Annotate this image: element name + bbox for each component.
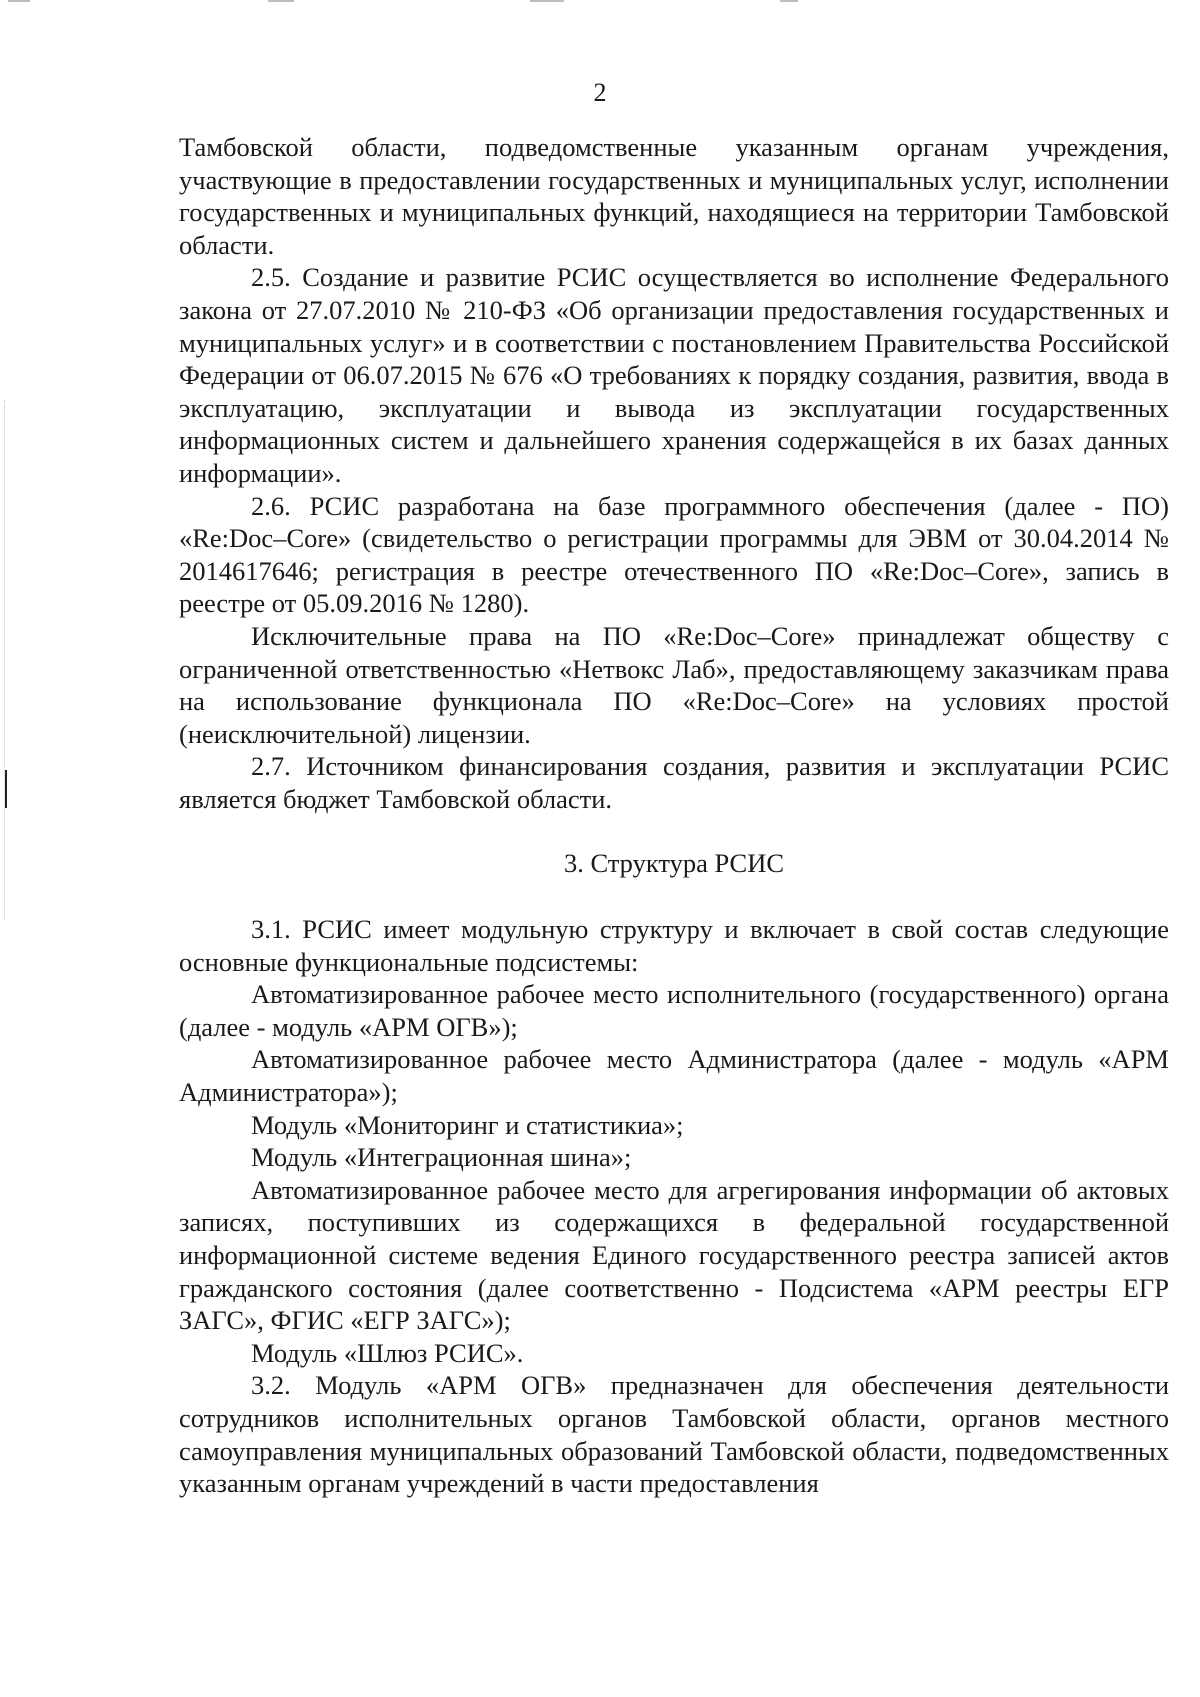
list-item-integration-bus: Модуль «Интеграционная шина»; [251, 1142, 632, 1173]
paragraph-3-2: 3.2. Модуль «АРМ ОГВ» предназначен для обеспечения деятельности сотрудников исполнительных органов Тамбовской области, органов местного самоуправления муниципальных образований Тамбовской области, подведомственных указанным органам учреждений в части предоставления [179, 1370, 1169, 1499]
page-number: 2 [593, 78, 607, 107]
paragraph-2-6: 2.6. РСИС разработана на базе программного обеспечения (далее - ПО) «Re:Doc–Core» (свидетельство о регистрации программы для ЭВМ от 30.04.2014 № 2014617646; регистрация в реестре отечественного ПО «Re:Doc–Core», запись в реестре от 05.09.2016 № 1280). [179, 490, 1169, 619]
list-item-monitoring: Модуль «Мониторинг и статистикиа»; [251, 1109, 684, 1140]
document-body [179, 131, 1169, 1500]
binding-edge [4, 400, 6, 920]
paragraph-2-7: 2.7. Источником финансирования создания, развития и эксплуатации РСИС является бюджет Тамбовской области. [179, 751, 1169, 814]
list-item-gateway: Модуль «Шлюз РСИС». [251, 1337, 524, 1368]
scan-artifacts [0, 0, 1200, 4]
list-item-arm-ogv: Автоматизированное рабочее место исполнительного (государственного) органа (далее - модуль «АРМ ОГВ»); [179, 979, 1169, 1042]
margin-mark [5, 770, 7, 808]
paragraph-2-5: 2.5. Создание и развитие РСИС осуществляется во исполнение Федерального закона от 27.07.2010 № 210-ФЗ «Об организации предоставления государственных и муниципальных услуг» и в соответствии с постановлением Правительства Российской Федерации от 06.07.2015 № 676 «О требованиях к порядку создания, развития, ввода в эксплуатацию, эксплуатации и вывода из эксплуатации государственных информационных систем и дальнейшего хранения содержащейся в их базах данных информации». [179, 262, 1169, 488]
list-item-arm-admin: Автоматизированное рабочее место Администратора (далее - модуль «АРМ Администратора»); [179, 1044, 1169, 1108]
section-heading: 3. Структура РСИС [563, 848, 785, 879]
paragraph-3-1: 3.1. РСИС имеет модульную структуру и включает в свой состав следующие основные функциональные подсистемы: [179, 914, 1169, 977]
paragraph-continuation: Тамбовской области, подведомственные указанным органам учреждения, участвующие в предоставлении государственных и муниципальных услуг, исполнении государственных и муниципальных функций, находящиеся на территории Тамбовской области. [179, 132, 1169, 260]
paragraph-exclusive-rights: Исключительные права на ПО «Re:Doc–Core» принадлежат обществу с ограниченной ответственностью «Нетвокс Лаб», предоставляющему заказчикам права на использование функционала ПО «Re:Doc–Core» на условиях простой (неисключительной) лицензии. [179, 620, 1169, 749]
list-item-arm-zags: Автоматизированное рабочее место для агрегирования информации об актовых записях, поступивших из содержащихся в федеральной государственной информационной системе ведения Единого государственного реестра записей актов гражданского состояния (далее соответственно - Подсистема «АРМ реестры ЕГР ЗАГС», ФГИС «ЕГР ЗАГС»); [179, 1174, 1169, 1336]
